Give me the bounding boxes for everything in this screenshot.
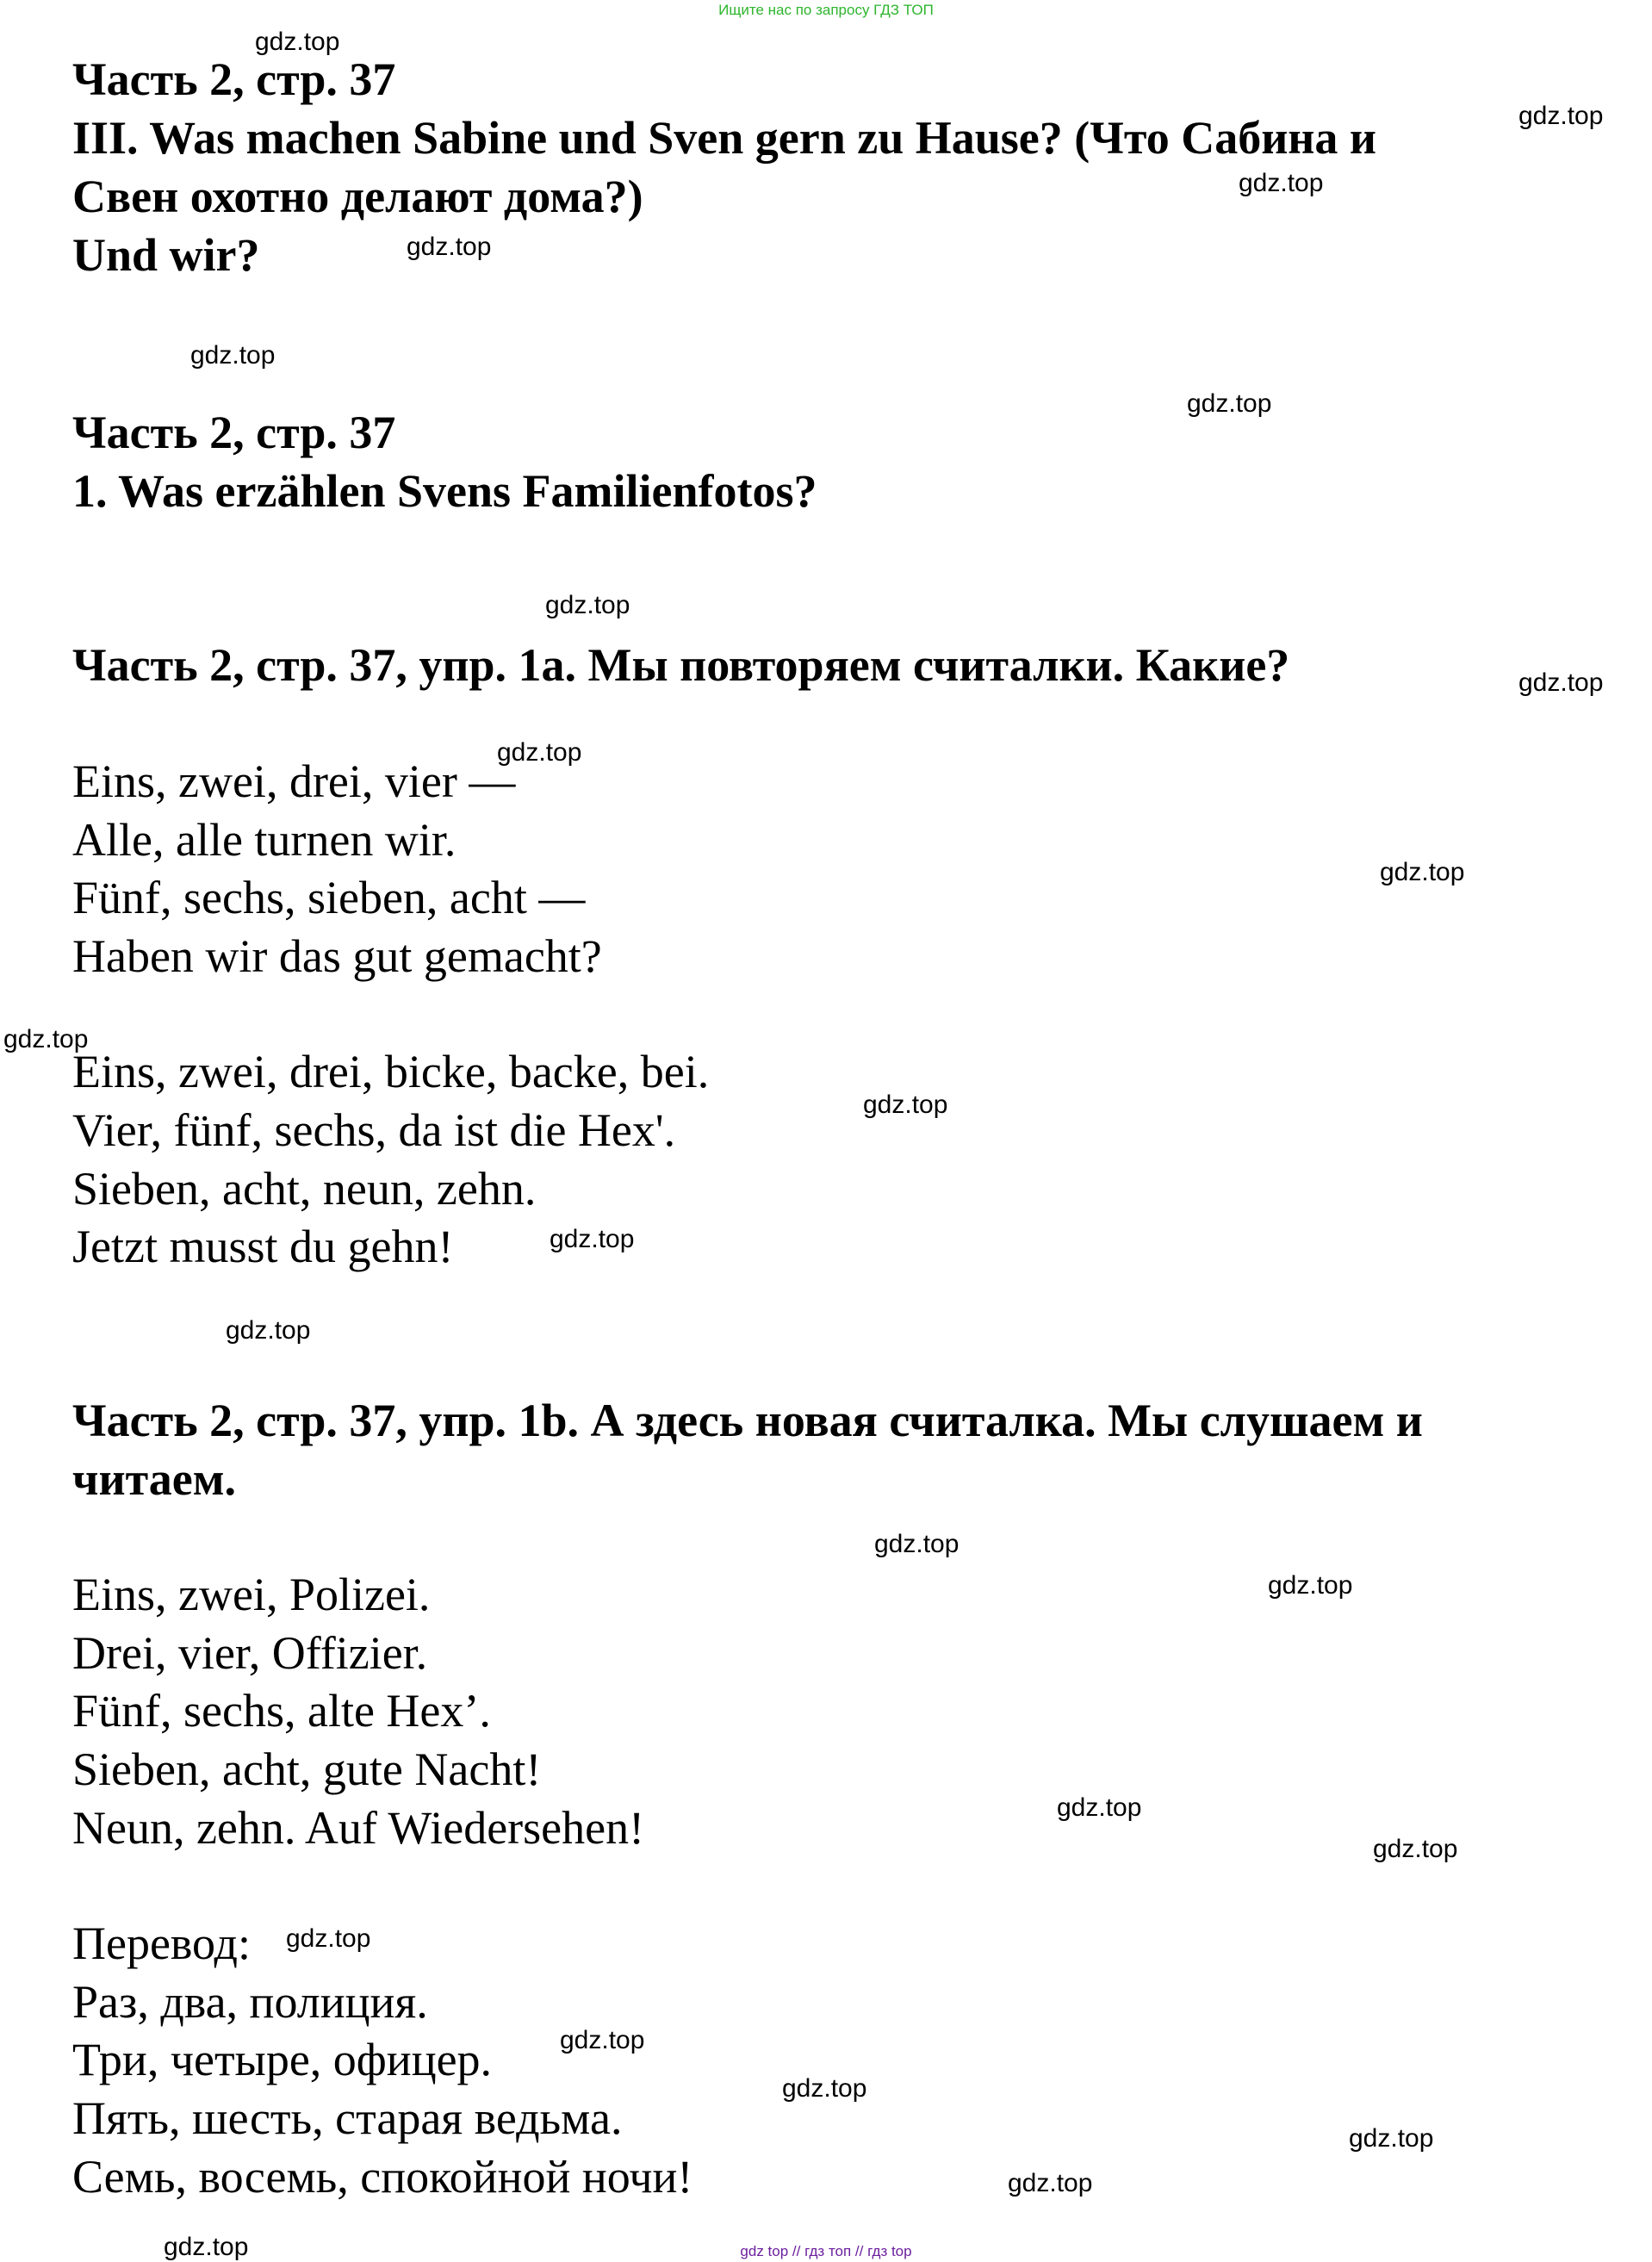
watermark: gdz.top	[1380, 858, 1465, 886]
translation-line: Три, четыре, офицер.	[72, 2034, 493, 2085]
watermark: gdz.top	[1518, 102, 1604, 130]
watermark: gdz.top	[560, 2026, 645, 2054]
watermark: gdz.top	[1349, 2124, 1434, 2153]
top-search-link[interactable]: Ищите нас по запросу ГДЗ ТОП	[718, 2, 934, 18]
watermark: gdz.top	[1008, 2169, 1093, 2197]
verse1-line: Fünf, sechs, sieben, acht —	[72, 872, 586, 923]
section1-title-line1: III. Was machen Sabine und Sven gern zu Hause? (Что Сабина и	[72, 112, 1377, 164]
verse2-line: Sieben, acht, neun, zehn.	[72, 1163, 537, 1215]
watermark: gdz.top	[863, 1091, 948, 1119]
watermark: gdz.top	[497, 738, 582, 767]
watermark: gdz.top	[1057, 1793, 1142, 1822]
verse2-line: Eins, zwei, drei, bicke, backe, bei.	[72, 1046, 710, 1097]
verse3-line: Drei, vier, Offizier.	[72, 1627, 428, 1679]
watermark: gdz.top	[164, 2233, 249, 2261]
section4-title-line1: Часть 2, стр. 37, упр. 1b. А здесь новая считалка. Мы слушаем и	[72, 1395, 1423, 1446]
watermark: gdz.top	[407, 233, 492, 261]
watermark: gdz.top	[1239, 169, 1324, 197]
section4-title-line2: читаем.	[72, 1453, 237, 1505]
watermark: gdz.top	[782, 2074, 867, 2103]
footer-link[interactable]: gdz top // гдз топ // гдз top	[740, 2243, 912, 2259]
watermark: gdz.top	[3, 1025, 89, 1053]
watermark: gdz.top	[874, 1530, 960, 1558]
watermark: gdz.top	[190, 341, 276, 370]
watermark: gdz.top	[1518, 668, 1604, 697]
translation-line: Пять, шесть, старая ведьма.	[72, 2092, 623, 2144]
section2-title: 1. Was erzählen Svens Familienfotos?	[72, 465, 817, 517]
section3-title: Часть 2, стр. 37, упр. 1а. Мы повторяем считалки. Какие?	[72, 639, 1290, 691]
watermark: gdz.top	[550, 1225, 635, 1253]
watermark: gdz.top	[286, 1924, 371, 1953]
verse3-line: Neun, zehn. Auf Wiedersehen!	[72, 1802, 645, 1854]
watermark: gdz.top	[545, 591, 630, 619]
watermark: gdz.top	[1373, 1835, 1458, 1863]
section1-title-line3: Und wir?	[72, 229, 260, 281]
verse2-line: Jetzt musst du gehn!	[72, 1221, 454, 1272]
verse3-line: Fünf, sechs, alte Hex’.	[72, 1685, 491, 1737]
verse3-line: Sieben, acht, gute Nacht!	[72, 1743, 542, 1795]
watermark: gdz.top	[255, 28, 340, 56]
translation-line: Раз, два, полиция.	[72, 1976, 428, 2028]
verse1-line: Alle, alle turnen wir.	[72, 814, 456, 866]
section1-ref: Часть 2, стр. 37	[72, 53, 396, 105]
watermark: gdz.top	[1268, 1571, 1353, 1600]
section2-ref: Часть 2, стр. 37	[72, 407, 396, 458]
watermark: gdz.top	[1187, 389, 1272, 418]
verse2-line: Vier, fünf, sechs, da ist die Hex'.	[72, 1104, 676, 1156]
translation-line: Семь, восемь, спокойной ночи!	[72, 2151, 693, 2203]
watermark: gdz.top	[226, 1316, 311, 1345]
verse1-line: Haben wir das gut gemacht?	[72, 930, 602, 982]
verse3-line: Eins, zwei, Polizei.	[72, 1569, 431, 1620]
verse1-line: Eins, zwei, drei, vier —	[72, 755, 516, 807]
section1-title-line2: Свен охотно делают дома?)	[72, 171, 643, 222]
translation-label: Перевод:	[72, 1917, 251, 1969]
